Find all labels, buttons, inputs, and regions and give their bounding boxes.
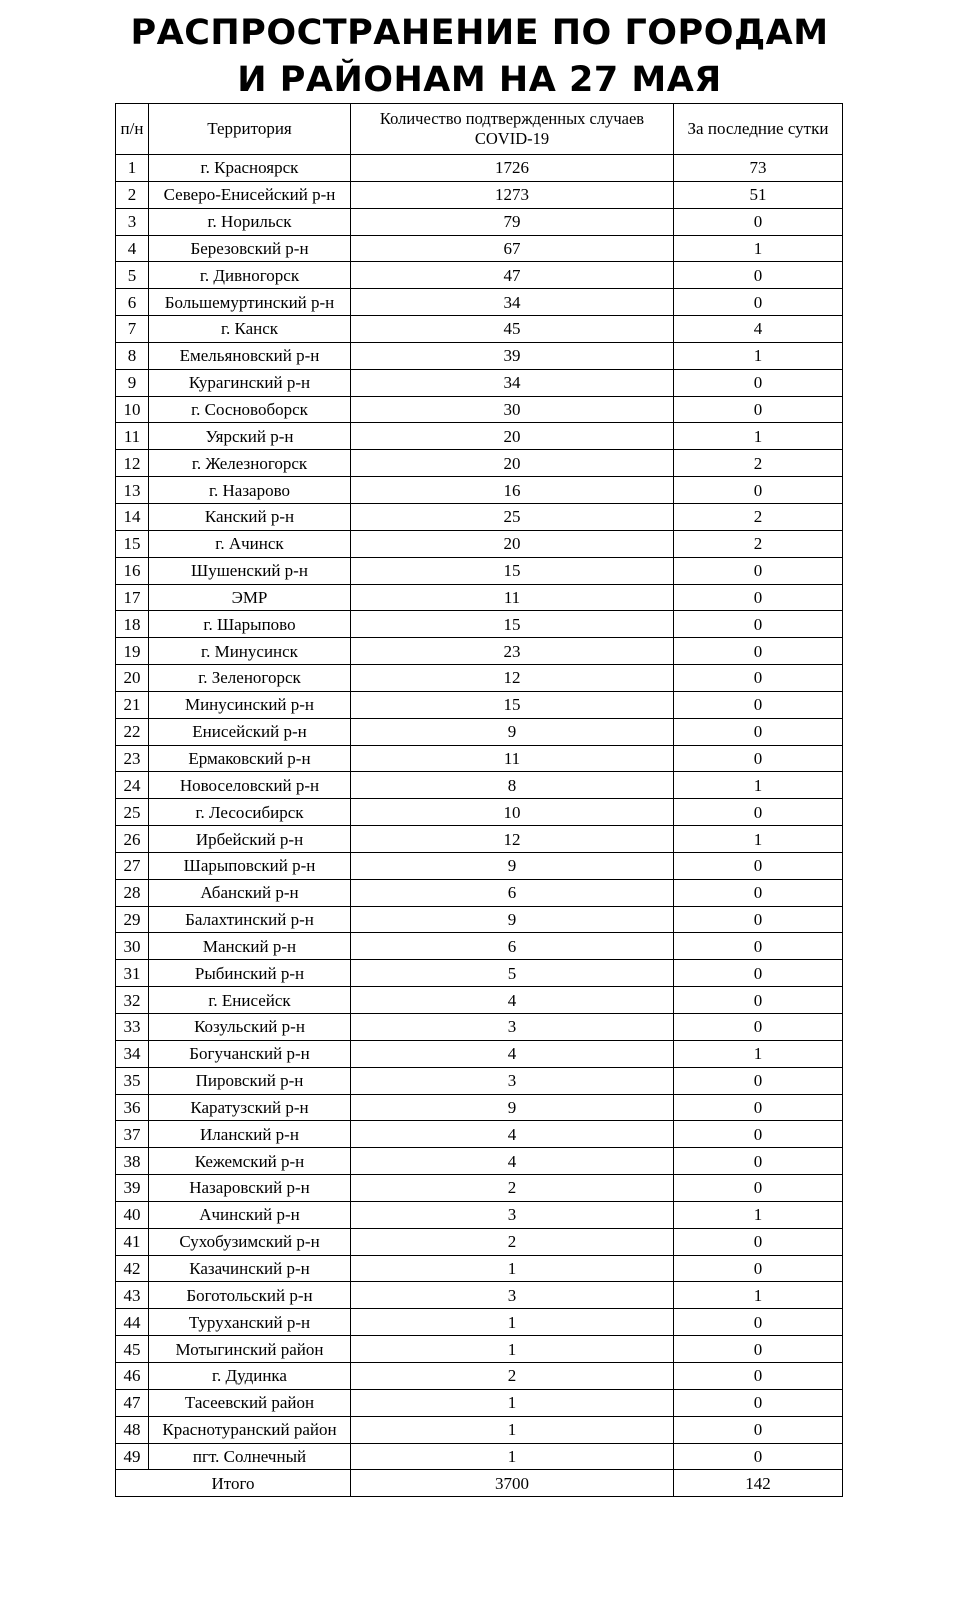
row-last-day: 0	[674, 1362, 843, 1389]
row-territory: Тасеевский район	[149, 1389, 351, 1416]
title-line-2: И РАЙОНАМ НА 27 МАЯ	[237, 60, 722, 100]
header-count: Количество подтвержденных случаев COVID-19	[351, 104, 674, 155]
table-row	[116, 665, 843, 692]
row-last-day: 0	[674, 1336, 843, 1363]
row-number: 25	[116, 799, 149, 826]
table-row	[116, 933, 843, 960]
header-territory: Территория	[149, 104, 351, 155]
row-count: 10	[351, 799, 674, 826]
row-territory: Богучанский р-н	[149, 1040, 351, 1067]
row-number: 38	[116, 1148, 149, 1175]
row-count: 4	[351, 1121, 674, 1148]
row-count: 1	[351, 1443, 674, 1470]
table-row	[116, 691, 843, 718]
total-label: Итого	[116, 1470, 351, 1497]
row-territory: Шарыповский р-н	[149, 852, 351, 879]
row-last-day: 0	[674, 1416, 843, 1443]
row-count: 39	[351, 342, 674, 369]
table-row	[116, 1121, 843, 1148]
row-count: 15	[351, 611, 674, 638]
row-count: 6	[351, 879, 674, 906]
row-last-day: 0	[674, 262, 843, 289]
row-count: 20	[351, 450, 674, 477]
row-territory: г. Дивногорск	[149, 262, 351, 289]
row-number: 30	[116, 933, 149, 960]
table-body	[116, 155, 843, 1470]
row-number: 40	[116, 1201, 149, 1228]
row-last-day: 0	[674, 906, 843, 933]
table-row	[116, 235, 843, 262]
row-territory: Туруханский р-н	[149, 1309, 351, 1336]
row-number: 16	[116, 557, 149, 584]
table-row	[116, 396, 843, 423]
row-number: 17	[116, 584, 149, 611]
table-row	[116, 316, 843, 343]
row-number: 19	[116, 638, 149, 665]
table-row	[116, 906, 843, 933]
row-number: 13	[116, 477, 149, 504]
row-last-day: 0	[674, 691, 843, 718]
row-count: 4	[351, 987, 674, 1014]
row-number: 28	[116, 879, 149, 906]
row-last-day: 0	[674, 745, 843, 772]
row-count: 1726	[351, 155, 674, 182]
table-row	[116, 1175, 843, 1202]
row-count: 1273	[351, 181, 674, 208]
row-territory: Ирбейский р-н	[149, 826, 351, 853]
row-count: 8	[351, 772, 674, 799]
row-number: 4	[116, 235, 149, 262]
row-last-day: 0	[674, 1094, 843, 1121]
row-last-day: 0	[674, 557, 843, 584]
table-row	[116, 611, 843, 638]
row-number: 44	[116, 1309, 149, 1336]
row-territory: Канский р-н	[149, 503, 351, 530]
row-territory: пгт. Солнечный	[149, 1443, 351, 1470]
row-territory: Манский р-н	[149, 933, 351, 960]
row-territory: Березовский р-н	[149, 235, 351, 262]
row-count: 9	[351, 906, 674, 933]
row-count: 1	[351, 1336, 674, 1363]
table-row	[116, 1067, 843, 1094]
row-territory: Каратузский р-н	[149, 1094, 351, 1121]
row-number: 48	[116, 1416, 149, 1443]
row-number: 2	[116, 181, 149, 208]
row-territory: Пировский р-н	[149, 1067, 351, 1094]
table-row	[116, 1040, 843, 1067]
table-row	[116, 155, 843, 182]
table-row	[116, 423, 843, 450]
row-territory: Ермаковский р-н	[149, 745, 351, 772]
table-row	[116, 1336, 843, 1363]
row-count: 6	[351, 933, 674, 960]
table-row	[116, 530, 843, 557]
row-territory: г. Красноярск	[149, 155, 351, 182]
cases-table	[115, 103, 843, 1497]
row-number: 20	[116, 665, 149, 692]
row-count: 9	[351, 852, 674, 879]
row-number: 10	[116, 396, 149, 423]
row-territory: Уярский р-н	[149, 423, 351, 450]
table-row	[116, 208, 843, 235]
row-last-day: 0	[674, 879, 843, 906]
row-count: 67	[351, 235, 674, 262]
table-row	[116, 1148, 843, 1175]
row-number: 24	[116, 772, 149, 799]
row-territory: Абанский р-н	[149, 879, 351, 906]
row-number: 15	[116, 530, 149, 557]
table-row	[116, 181, 843, 208]
row-count: 20	[351, 423, 674, 450]
row-territory: Северо-Енисейский р-н	[149, 181, 351, 208]
row-last-day: 2	[674, 503, 843, 530]
row-number: 23	[116, 745, 149, 772]
row-last-day: 4	[674, 316, 843, 343]
row-territory: г. Железногорск	[149, 450, 351, 477]
row-last-day: 0	[674, 1014, 843, 1041]
table-row	[116, 1282, 843, 1309]
row-number: 11	[116, 423, 149, 450]
row-number: 36	[116, 1094, 149, 1121]
table-row	[116, 450, 843, 477]
row-last-day: 0	[674, 289, 843, 316]
table-row	[116, 557, 843, 584]
table-row	[116, 584, 843, 611]
row-count: 1	[351, 1255, 674, 1282]
row-count: 5	[351, 960, 674, 987]
row-count: 4	[351, 1148, 674, 1175]
row-last-day: 0	[674, 611, 843, 638]
header-last-day: За последние сутки	[674, 104, 843, 155]
table-row	[116, 1255, 843, 1282]
row-count: 2	[351, 1228, 674, 1255]
row-last-day: 0	[674, 718, 843, 745]
header-row	[116, 104, 843, 155]
row-territory: Казачинский р-н	[149, 1255, 351, 1282]
table-row	[116, 772, 843, 799]
row-territory: Кежемский р-н	[149, 1148, 351, 1175]
row-last-day: 2	[674, 450, 843, 477]
row-territory: Боготольский р-н	[149, 1282, 351, 1309]
row-number: 33	[116, 1014, 149, 1041]
row-last-day: 0	[674, 1389, 843, 1416]
table-row	[116, 852, 843, 879]
table-row	[116, 1362, 843, 1389]
row-number: 12	[116, 450, 149, 477]
row-territory: Козульский р-н	[149, 1014, 351, 1041]
row-territory: Сухобузимский р-н	[149, 1228, 351, 1255]
row-territory: Емельяновский р-н	[149, 342, 351, 369]
row-territory: Балахтинский р-н	[149, 906, 351, 933]
row-territory: Шушенский р-н	[149, 557, 351, 584]
row-count: 15	[351, 557, 674, 584]
row-territory: Курагинский р-н	[149, 369, 351, 396]
row-last-day: 1	[674, 235, 843, 262]
table-row	[116, 503, 843, 530]
row-number: 43	[116, 1282, 149, 1309]
header-num: п/н	[116, 104, 149, 155]
table-row	[116, 262, 843, 289]
table-row	[116, 987, 843, 1014]
row-count: 1	[351, 1389, 674, 1416]
row-number: 1	[116, 155, 149, 182]
row-last-day: 0	[674, 852, 843, 879]
row-territory: г. Ачинск	[149, 530, 351, 557]
row-count: 30	[351, 396, 674, 423]
row-last-day: 0	[674, 369, 843, 396]
table-row	[116, 1014, 843, 1041]
row-last-day: 0	[674, 1443, 843, 1470]
row-count: 47	[351, 262, 674, 289]
row-count: 1	[351, 1309, 674, 1336]
row-number: 22	[116, 718, 149, 745]
row-number: 35	[116, 1067, 149, 1094]
row-territory: Краснотуранский район	[149, 1416, 351, 1443]
row-count: 3	[351, 1282, 674, 1309]
total-row	[116, 1470, 843, 1497]
row-number: 39	[116, 1175, 149, 1202]
row-count: 15	[351, 691, 674, 718]
title-line-1: РАСПРОСТРАНЕНИЕ ПО ГОРОДАМ	[130, 13, 829, 53]
row-number: 9	[116, 369, 149, 396]
table-row	[116, 477, 843, 504]
row-count: 20	[351, 530, 674, 557]
row-count: 9	[351, 1094, 674, 1121]
row-number: 5	[116, 262, 149, 289]
table-row	[116, 369, 843, 396]
row-last-day: 1	[674, 1040, 843, 1067]
row-number: 31	[116, 960, 149, 987]
row-territory: г. Минусинск	[149, 638, 351, 665]
table-row	[116, 342, 843, 369]
row-number: 46	[116, 1362, 149, 1389]
row-count: 11	[351, 745, 674, 772]
row-last-day: 2	[674, 530, 843, 557]
row-number: 26	[116, 826, 149, 853]
row-last-day: 0	[674, 1121, 843, 1148]
row-number: 29	[116, 906, 149, 933]
row-last-day: 1	[674, 772, 843, 799]
row-number: 45	[116, 1336, 149, 1363]
row-last-day: 1	[674, 826, 843, 853]
table-row	[116, 1094, 843, 1121]
row-count: 1	[351, 1416, 674, 1443]
row-number: 37	[116, 1121, 149, 1148]
row-number: 18	[116, 611, 149, 638]
row-territory: г. Шарыпово	[149, 611, 351, 638]
table-row	[116, 1228, 843, 1255]
row-last-day: 0	[674, 960, 843, 987]
row-last-day: 0	[674, 1067, 843, 1094]
row-last-day: 0	[674, 1148, 843, 1175]
row-count: 4	[351, 1040, 674, 1067]
row-territory: г. Зеленогорск	[149, 665, 351, 692]
row-territory: Большемуртинский р-н	[149, 289, 351, 316]
row-count: 3	[351, 1201, 674, 1228]
row-territory: Назаровский р-н	[149, 1175, 351, 1202]
row-last-day: 73	[674, 155, 843, 182]
row-count: 12	[351, 826, 674, 853]
row-territory: ЭМР	[149, 584, 351, 611]
row-number: 6	[116, 289, 149, 316]
page-title	[0, 10, 959, 104]
table-row	[116, 799, 843, 826]
table-row	[116, 1389, 843, 1416]
row-number: 49	[116, 1443, 149, 1470]
row-count: 23	[351, 638, 674, 665]
table-row	[116, 1309, 843, 1336]
row-last-day: 0	[674, 638, 843, 665]
row-last-day: 1	[674, 1201, 843, 1228]
row-number: 21	[116, 691, 149, 718]
row-number: 14	[116, 503, 149, 530]
table-row	[116, 879, 843, 906]
row-territory: Иланский р-н	[149, 1121, 351, 1148]
row-territory: Ачинский р-н	[149, 1201, 351, 1228]
row-number: 34	[116, 1040, 149, 1067]
row-count: 79	[351, 208, 674, 235]
total-count: 3700	[351, 1470, 674, 1497]
row-last-day: 0	[674, 933, 843, 960]
row-territory: Мотыгинский район	[149, 1336, 351, 1363]
row-last-day: 0	[674, 1309, 843, 1336]
row-count: 11	[351, 584, 674, 611]
row-count: 9	[351, 718, 674, 745]
row-count: 3	[351, 1067, 674, 1094]
table-row	[116, 289, 843, 316]
row-count: 45	[351, 316, 674, 343]
row-territory: г. Енисейск	[149, 987, 351, 1014]
row-territory: Рыбинский р-н	[149, 960, 351, 987]
row-last-day: 0	[674, 1228, 843, 1255]
row-number: 8	[116, 342, 149, 369]
row-last-day: 0	[674, 1255, 843, 1282]
row-count: 16	[351, 477, 674, 504]
table-row	[116, 638, 843, 665]
row-territory: Минусинский р-н	[149, 691, 351, 718]
row-number: 3	[116, 208, 149, 235]
row-territory: Енисейский р-н	[149, 718, 351, 745]
row-last-day: 51	[674, 181, 843, 208]
row-number: 42	[116, 1255, 149, 1282]
table-row	[116, 1416, 843, 1443]
row-territory: г. Дудинка	[149, 1362, 351, 1389]
table-row	[116, 745, 843, 772]
row-last-day: 0	[674, 477, 843, 504]
row-last-day: 1	[674, 1282, 843, 1309]
row-last-day: 0	[674, 584, 843, 611]
row-count: 34	[351, 289, 674, 316]
row-last-day: 0	[674, 208, 843, 235]
row-number: 27	[116, 852, 149, 879]
table-row	[116, 718, 843, 745]
row-territory: Новоселовский р-н	[149, 772, 351, 799]
row-last-day: 1	[674, 423, 843, 450]
table-row	[116, 1201, 843, 1228]
row-last-day: 0	[674, 665, 843, 692]
row-last-day: 0	[674, 987, 843, 1014]
row-count: 12	[351, 665, 674, 692]
table-row	[116, 1443, 843, 1470]
row-last-day: 0	[674, 1175, 843, 1202]
table-row	[116, 826, 843, 853]
row-count: 25	[351, 503, 674, 530]
total-last-day: 142	[674, 1470, 843, 1497]
row-count: 34	[351, 369, 674, 396]
row-last-day: 0	[674, 799, 843, 826]
row-territory: г. Назарово	[149, 477, 351, 504]
row-last-day: 0	[674, 396, 843, 423]
row-last-day: 1	[674, 342, 843, 369]
row-count: 2	[351, 1175, 674, 1202]
row-territory: г. Норильск	[149, 208, 351, 235]
row-number: 47	[116, 1389, 149, 1416]
table-row	[116, 960, 843, 987]
row-number: 41	[116, 1228, 149, 1255]
row-count: 2	[351, 1362, 674, 1389]
row-territory: г. Канск	[149, 316, 351, 343]
row-territory: г. Лесосибирск	[149, 799, 351, 826]
row-territory: г. Сосновоборск	[149, 396, 351, 423]
row-number: 7	[116, 316, 149, 343]
row-number: 32	[116, 987, 149, 1014]
row-count: 3	[351, 1014, 674, 1041]
